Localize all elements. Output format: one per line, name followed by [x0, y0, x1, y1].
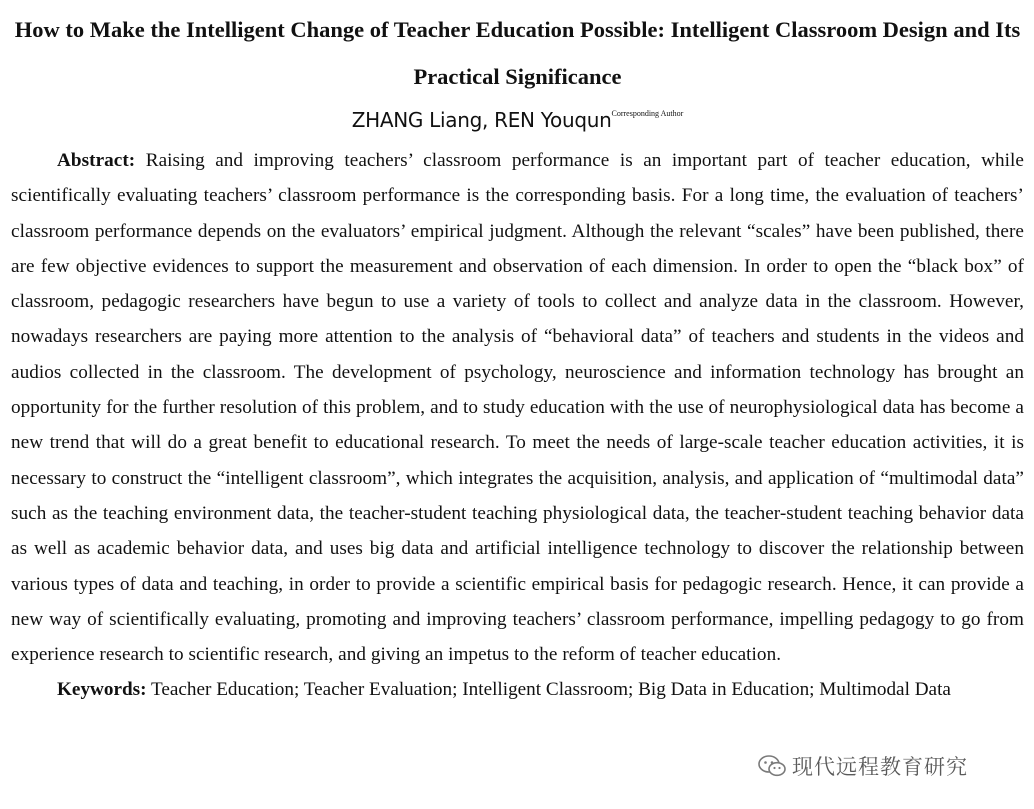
author-line	[11, 99, 1024, 135]
wechat-icon	[758, 754, 786, 778]
abstract-paragraph	[11, 143, 1024, 672]
keywords-label: Keywords:	[57, 679, 147, 701]
paper-title: How to Make the Intelligent Change of Teacher Education Possible: Intelligent Classroom Design and Its Practical Significance	[14, 17, 1021, 89]
abstract-label: Abstract:	[57, 150, 136, 171]
abstract-text: Raising and improving teachers’ classroom performance is an important part of teacher education, while scientifically evaluating teachers’ classroom performance is the corresponding basis. For a long time, the evaluation of teachers’ classroom performance depends on the evaluators’ empirical judgment. Although the relevant “scales” have been published, there are few objective evidences to support the measurement and observation of each dimension. In order to open the “black box” of classroom, pedagogic researchers have begun to use a variety of tools to collect and analyze data in the classroom. However, nowadays researchers are paying more attention to the analysis of “behavioral data” of teachers and students in the videos and audios collected in the classroom. The development of psychology, neuroscience and information technology has brought an opportunity for the further resolution of this problem, and to study education with the use of neurophysiological data has become a new trend that will do a great benefit to educational research. To meet the needs of large-scale teacher education activities, it is necessary to construct the “intelligent classroom”, which integrates the acquisition, analysis, and application of “multimodal data” such as the teaching environment data, the teacher-student teaching physiological data, the teacher-student teaching behavior data as well as academic behavior data, and uses big data and artificial intelligence technology to discover the relationship between various types of data and teaching, in order to provide a scientific empirical basis for pedagogic research. Hence, it can provide a new way of scientifically evaluating, promoting and improving teachers’ classroom performance, impelling pedagogy to go from experience research to scientific research, and giving an impetus to the reform of teacher education.	[11, 150, 1024, 666]
author-names: ZHANG Liang, REN Youqun	[351, 108, 612, 132]
watermark-text: 现代远程教育研究	[792, 755, 968, 779]
corresponding-author-note: Corresponding Author	[611, 109, 684, 118]
wechat-watermark	[752, 749, 974, 783]
keywords-text: Teacher Education; Teacher Evaluation; Intelligent Classroom; Big Data in Education; Multimodal Data	[146, 679, 951, 701]
keywords-paragraph	[11, 672, 1024, 707]
